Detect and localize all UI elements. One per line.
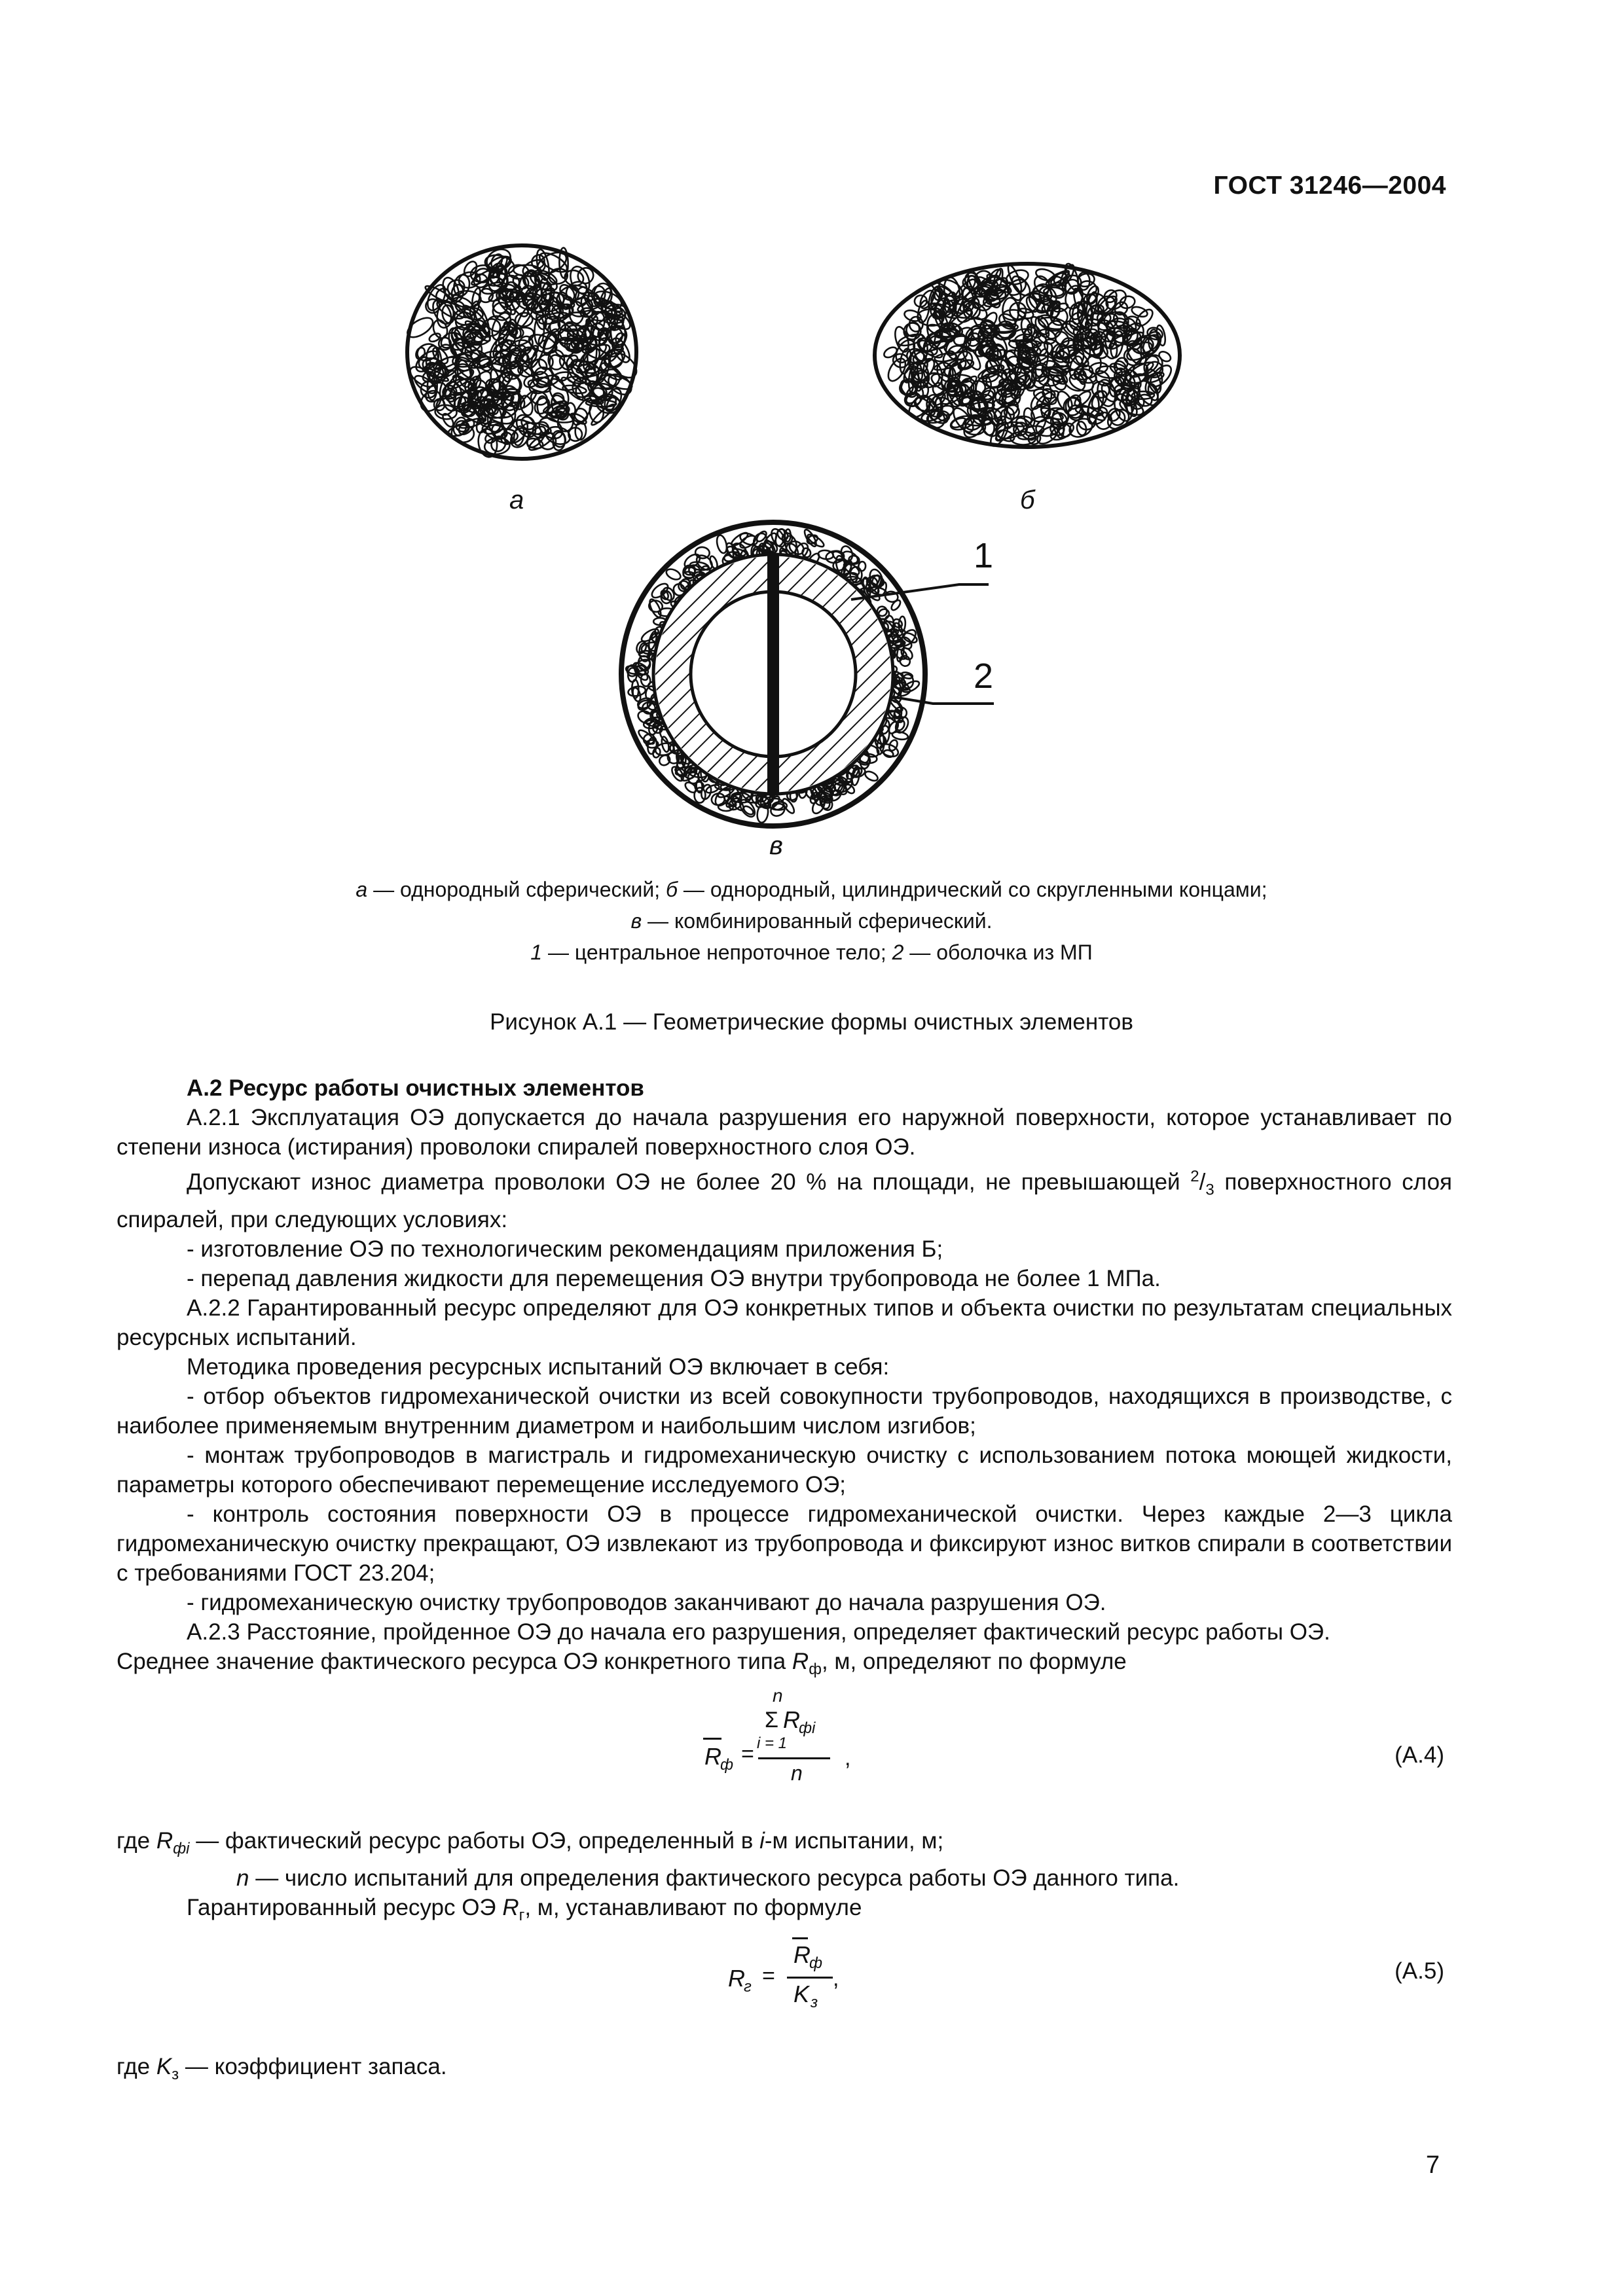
where-clause-2: где $K_з$ — коэффициент запаса. bbox=[117, 2054, 447, 2083]
legend-line-3: 1 — центральное непроточное тело; 2 — оболочка из МП bbox=[530, 941, 1093, 964]
list-item: - перепад давления жидкости для перемещения ОЭ внутри трубопровода не более 1 МПа. bbox=[187, 1265, 1161, 1291]
paragraph: Допускают износ диаметра проволоки ОЭ не более 20 % на площади, не превышающей $^2/_3$ поверхностного слоя спиралей, при следующих условиях: bbox=[117, 1168, 1453, 1232]
legend-line-1: а — однородный сферический; б — однородный, цилиндрический со скругленными концами; bbox=[356, 878, 1267, 901]
equation-a5: R г = R ф K з , bbox=[728, 1937, 859, 2022]
legend-line-2: в — комбинированный сферический. bbox=[630, 909, 993, 933]
figure-title: Рисунок А.1 — Геометрические формы очистных элементов bbox=[490, 1009, 1133, 1035]
figure-legend bbox=[0, 874, 1623, 968]
page-number: 7 bbox=[1425, 2151, 1440, 2179]
list-item: - контроль состояния поверхности ОЭ в процессе гидромеханической очистки. Через каждые 2—3 цикла гидромеханическую очистку прекращают, ОЭ извлекают из трубопровода и фиксируют износ витков спирали в соответствии с требованиями ГОСТ 23.204; bbox=[117, 1501, 1452, 1586]
callout-2: 2 bbox=[974, 656, 994, 696]
cylindrical-element-b bbox=[875, 262, 1180, 449]
paragraph: А.2.1 Эксплуатация ОЭ допускается до начала разрушения его наружной поверхности, которое устанавливает по степени износа (истирания) проволоки спиралей поверхностного слоя ОЭ. bbox=[117, 1105, 1452, 1160]
paragraph: А.2.3 Расстояние, пройденное ОЭ до начала его разрушения, определяет фактический ресурс работы ОЭ. bbox=[187, 1619, 1330, 1645]
equation-a4: n Σ R фi i = 1 R ф = n , bbox=[704, 1685, 851, 1785]
figure-label-b: б bbox=[1020, 486, 1035, 514]
list-item: - изготовление ОЭ по технологическим рекомендациям приложения Б; bbox=[187, 1236, 943, 1262]
figure-label-c: в bbox=[769, 831, 783, 860]
paragraph: Методика проведения ресурсных испытаний ОЭ включает в себя: bbox=[187, 1354, 890, 1380]
where-clause-1: где $R_{фi}$ — фактический ресурс работы ОЭ, определенный в i-м испытании, м; n — число испытаний для определения фактического ресурса работы ОЭ данного типа. Гарантированный ресурс ОЭ $R_г$, м, устанавливают по формуле bbox=[117, 1828, 1180, 1924]
section-body bbox=[117, 1073, 1452, 1684]
equation-number-a4: (А.4) bbox=[1395, 1742, 1444, 1768]
list-item: - монтаж трубопроводов в магистраль и гидромеханическую очистку с использованием потока моющей жидкости, параметры которого обеспечивают перемещение исследуемого ОЭ; bbox=[117, 1442, 1452, 1498]
section-heading: А.2 Ресурс работы очистных элементов bbox=[187, 1075, 644, 1101]
document-header: ГОСТ 31246—2004 bbox=[1213, 171, 1446, 200]
equation-number-a5: (А.5) bbox=[1395, 1958, 1444, 1984]
list-item: - отбор объектов гидромеханической очистки из всей совокупности трубопроводов, находящихся в производстве, с наиболее применяемым внутренним диаметром и наибольшим числом изгибов; bbox=[117, 1383, 1452, 1439]
paragraph: Среднее значение фактического ресурса ОЭ конкретного типа $R_ф$, м, определяют по формуле bbox=[117, 1648, 1127, 1678]
figure-drawings bbox=[367, 229, 1218, 870]
figure-label-a: а bbox=[509, 486, 524, 514]
callout-1: 1 bbox=[974, 536, 994, 575]
combined-element-c bbox=[621, 522, 994, 826]
spherical-element-a bbox=[405, 245, 641, 459]
paragraph: А.2.2 Гарантированный ресурс определяют для ОЭ конкретных типов и объекта очистки по результатам специальных ресурсных испытаний. bbox=[117, 1295, 1452, 1350]
list-item: - гидромеханическую очистку трубопроводов заканчивают до начала разрушения ОЭ. bbox=[187, 1589, 1106, 1615]
